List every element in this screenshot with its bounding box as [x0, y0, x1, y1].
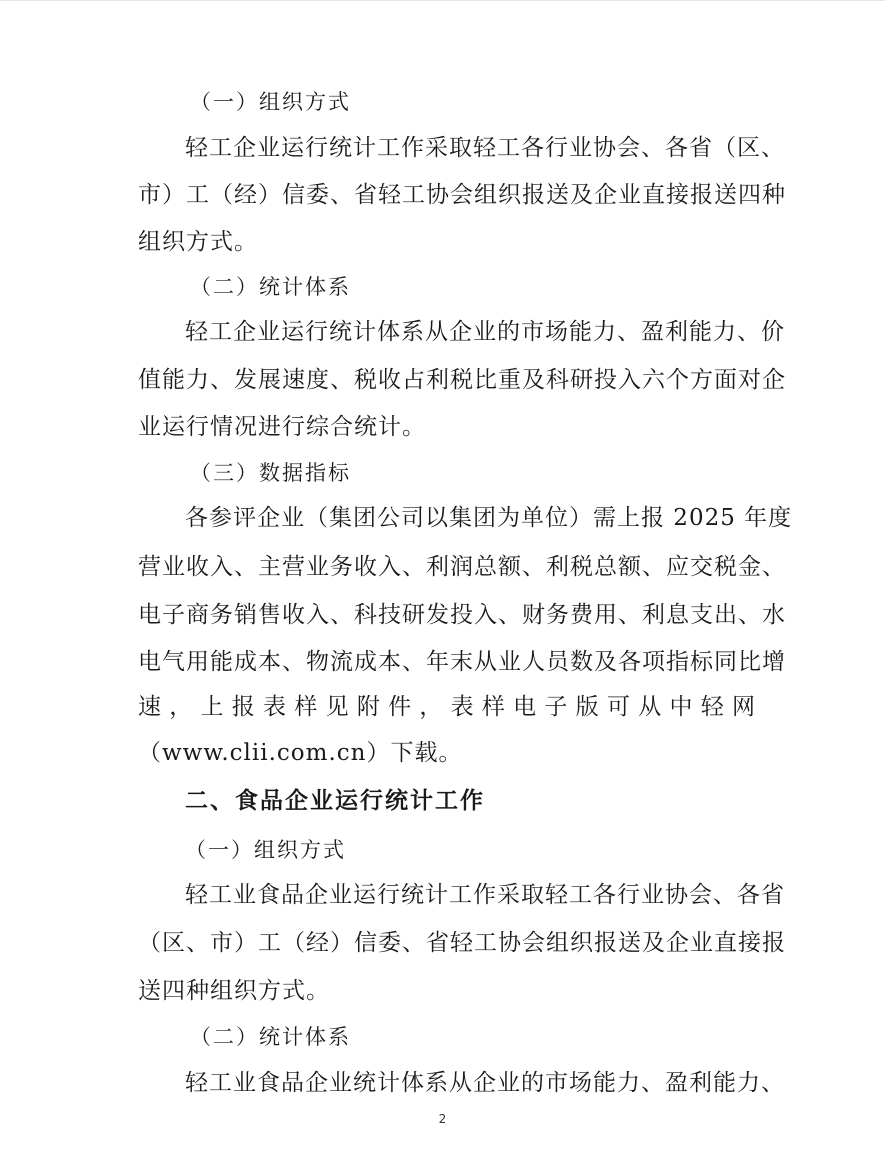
paragraph-line: 市）工（经）信委、省轻工协会组织报送及企业直接报送四种 — [138, 182, 786, 208]
subsection-heading-statistics-system: （二）统计体系 — [190, 275, 351, 299]
paragraph-line: 电子商务销售收入、科技研发投入、财务费用、利息支出、水 — [138, 602, 786, 628]
paragraph-line: 值能力、发展速度、税收占利税比重及科研投入六个方面对企 — [138, 367, 786, 393]
page-top-border — [0, 0, 885, 1]
paragraph-line: 组织方式。 — [138, 229, 258, 255]
paragraph-line: （区、市）工（经）信委、省轻工协会组织报送及企业直接报 — [138, 930, 786, 956]
paragraph-line: 业运行情况进行综合统计。 — [138, 414, 426, 440]
subsection-heading-data-indicators: （三）数据指标 — [190, 461, 351, 485]
subsection-heading-statistics-system: （二）统计体系 — [190, 1025, 351, 1049]
page-number: 2 — [438, 1112, 447, 1126]
paragraph-line: 送四种组织方式。 — [138, 978, 330, 1004]
paragraph-line: 轻工业食品企业运行统计工作采取轻工各行业协会、各省 — [185, 882, 785, 908]
subsection-heading-organization: （一）组织方式 — [190, 90, 351, 114]
paragraph-line-website: （www.clii.com.cn）下载。 — [138, 740, 463, 766]
paragraph-line: 轻工企业运行统计体系从企业的市场能力、盈利能力、价 — [185, 319, 785, 345]
section-heading-food-enterprise: 二、食品企业运行统计工作 — [185, 788, 485, 814]
paragraph-line: 营业收入、主营业务收入、利润总额、利税总额、应交税金、 — [138, 554, 786, 580]
paragraph-line: 轻工业食品企业统计体系从企业的市场能力、盈利能力、 — [185, 1070, 785, 1096]
paragraph-line: 电气用能成本、物流成本、年末从业人员数及各项指标同比增 — [138, 649, 786, 675]
subsection-heading-organization: （一）组织方式 — [185, 838, 346, 862]
paragraph-line: 轻工企业运行统计工作采取轻工各行业协会、各省（区、 — [185, 135, 785, 161]
paragraph-line: 速，上报表样见附件，表样电子版可从中轻网 — [138, 694, 756, 720]
paragraph-line: 各参评企业（集团公司以集团为单位）需上报 2025 年度 — [185, 505, 793, 531]
